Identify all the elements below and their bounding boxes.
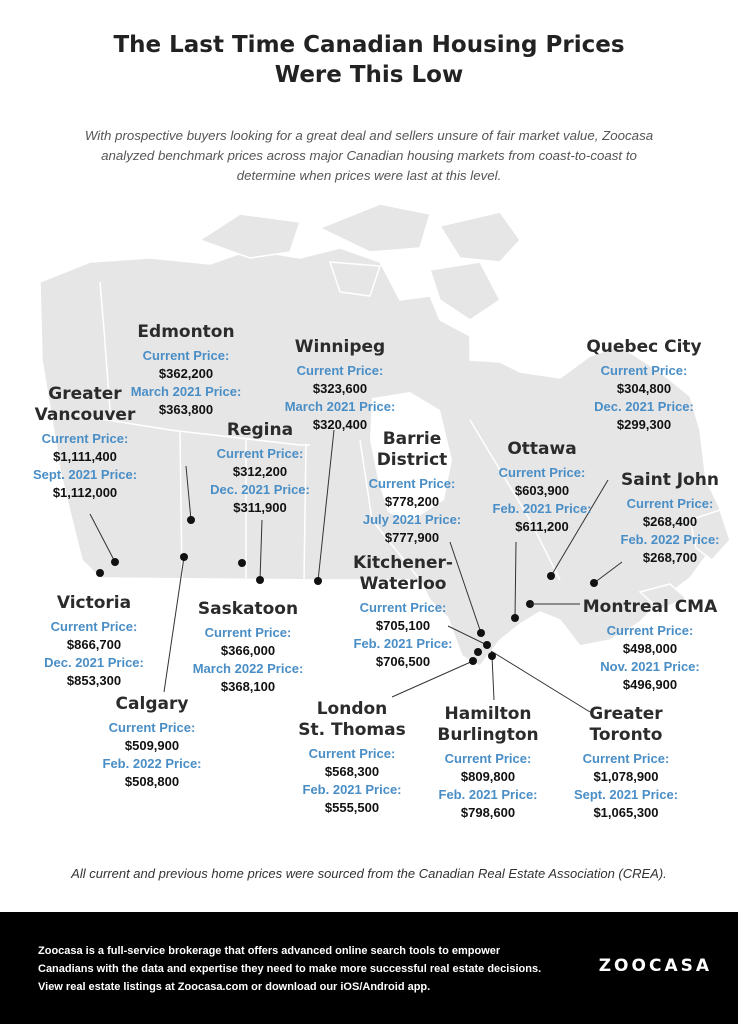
current-price-label: Current Price: bbox=[50, 619, 138, 634]
footer-line: Canadians with the data and expertise they need to make more successful real estate decisions. bbox=[38, 963, 542, 975]
city-name: Kitchener- bbox=[353, 553, 453, 573]
city-block-calgary bbox=[84, 694, 220, 791]
current-price-value: $498,000 bbox=[622, 641, 678, 656]
previous-price-value: $299,300 bbox=[616, 417, 672, 432]
city-name: Vancouver bbox=[34, 405, 136, 425]
arctic-island-shape bbox=[320, 204, 430, 252]
city-name: Quebec City bbox=[586, 337, 702, 357]
previous-price-value: $320,400 bbox=[312, 417, 368, 432]
current-price-label: Current Price: bbox=[600, 363, 688, 378]
city-block-victoria bbox=[26, 593, 162, 690]
quebec-city-dot bbox=[547, 572, 555, 580]
current-price-value: $778,200 bbox=[384, 494, 440, 509]
previous-price-value: $508,800 bbox=[124, 774, 180, 789]
previous-price-label: Dec. 2021 Price: bbox=[210, 482, 310, 497]
city-name: Hamilton bbox=[444, 704, 532, 724]
calgary-dot bbox=[180, 553, 188, 561]
current-price-value: $1,078,900 bbox=[593, 769, 659, 784]
city-block-greater-toronto bbox=[560, 704, 692, 822]
previous-price-label: Dec. 2021 Price: bbox=[44, 655, 144, 670]
intro-line: With prospective buyers looking for a great deal and sellers unsure of fair market value, Zoocasa bbox=[84, 128, 654, 143]
title-line: The Last Time Canadian Housing Prices bbox=[113, 32, 625, 58]
edmonton-dot bbox=[187, 516, 195, 524]
toronto-dot bbox=[483, 641, 491, 649]
city-block-hamilton-burlington bbox=[420, 704, 556, 822]
previous-price-label: Nov. 2021 Price: bbox=[600, 659, 700, 674]
previous-price-value: $311,900 bbox=[233, 500, 287, 515]
source-note: All current and previous home prices were sourced from the Canadian Real Estate Association (CREA). bbox=[71, 866, 667, 881]
current-price-value: $809,800 bbox=[460, 769, 516, 784]
previous-price-label: Sept. 2021 Price: bbox=[573, 787, 679, 802]
current-price-value: $1,111,400 bbox=[53, 449, 117, 464]
victoria-dot bbox=[96, 569, 104, 577]
city-name: Victoria bbox=[56, 593, 132, 613]
previous-price-value: $1,112,000 bbox=[52, 485, 118, 500]
vancouver-dot bbox=[111, 558, 119, 566]
city-name: District bbox=[376, 450, 448, 470]
previous-price-label: July 2021 Price: bbox=[362, 512, 462, 527]
current-price-value: $705,100 bbox=[375, 618, 431, 633]
title-line: Were This Low bbox=[274, 62, 464, 88]
previous-price-label: Feb. 2022 Price: bbox=[102, 756, 202, 771]
intro-line: determine when prices were last at this level. bbox=[236, 168, 502, 183]
city-name: Greater bbox=[589, 704, 663, 724]
current-price-value: $568,300 bbox=[324, 764, 380, 779]
saskatoon-dot bbox=[238, 559, 246, 567]
current-price-label: Current Price: bbox=[41, 431, 129, 446]
previous-price-value: $268,700 bbox=[642, 550, 698, 565]
previous-price-value: $853,300 bbox=[66, 673, 122, 688]
previous-price-value: $798,600 bbox=[460, 805, 516, 820]
city-block-saint-john bbox=[606, 470, 734, 567]
winnipeg-dot bbox=[314, 577, 322, 585]
current-price-label: Current Price: bbox=[582, 751, 670, 766]
previous-price-label: Feb. 2021 Price: bbox=[353, 636, 453, 651]
current-price-label: Current Price: bbox=[216, 446, 304, 461]
city-name: Montreal CMA bbox=[582, 597, 718, 617]
current-price-value: $323,600 bbox=[312, 381, 368, 396]
city-name: Edmonton bbox=[137, 322, 235, 342]
current-price-value: $268,400 bbox=[642, 514, 698, 529]
city-name: Saskatoon bbox=[197, 599, 299, 619]
city-name: Burlington bbox=[437, 725, 539, 745]
regina-dot bbox=[256, 576, 264, 584]
current-price-label: Current Price: bbox=[368, 476, 456, 491]
city-block-montreal-cma bbox=[578, 597, 722, 694]
city-block-regina bbox=[182, 420, 338, 517]
intro-line: analyzed benchmark prices across major Canadian housing markets from coast-to-coast to bbox=[101, 148, 637, 163]
intro-text bbox=[50, 126, 688, 186]
current-price-value: $312,200 bbox=[232, 464, 288, 479]
previous-price-value: $363,800 bbox=[158, 402, 214, 417]
footer-line: Zoocasa is a full-service brokerage that offers advanced online search tools to empower bbox=[38, 945, 501, 957]
previous-price-value: $706,500 bbox=[375, 654, 431, 669]
city-block-saskatoon bbox=[182, 599, 314, 696]
previous-price-label: Feb. 2021 Price: bbox=[438, 787, 538, 802]
city-name: Winnipeg bbox=[294, 337, 386, 357]
zoocasa-logo: ZOOCASA bbox=[598, 956, 712, 976]
arctic-island-shape bbox=[430, 262, 500, 320]
current-price-label: Current Price: bbox=[308, 746, 396, 761]
city-block-barrie-district bbox=[342, 429, 482, 547]
previous-price-value: $555,500 bbox=[324, 800, 380, 815]
footer-line: View real estate listings at Zoocasa.com or download our iOS/Android app. bbox=[38, 981, 431, 993]
current-price-value: $362,200 bbox=[158, 366, 214, 381]
current-price-label: Current Price: bbox=[296, 363, 384, 378]
previous-price-label: Feb. 2021 Price: bbox=[492, 501, 592, 516]
previous-price-value: $611,200 bbox=[515, 519, 569, 534]
city-name: St. Thomas bbox=[298, 720, 406, 740]
previous-price-label: Feb. 2022 Price: bbox=[620, 532, 720, 547]
city-name: Saint John bbox=[621, 470, 719, 490]
previous-price-label: March 2022 Price: bbox=[192, 661, 304, 676]
previous-price-value: $368,100 bbox=[220, 679, 276, 694]
current-price-value: $509,900 bbox=[124, 738, 180, 753]
city-block-greater-vancouver bbox=[10, 384, 160, 502]
barrie-dot bbox=[477, 629, 485, 637]
previous-price-label: Sept. 2021 Price: bbox=[32, 467, 138, 482]
city-name: Barrie bbox=[382, 429, 442, 449]
current-price-label: Current Price: bbox=[606, 623, 694, 638]
city-name: Calgary bbox=[115, 694, 189, 714]
footer-text bbox=[38, 942, 598, 996]
previous-price-value: $777,900 bbox=[384, 530, 440, 545]
city-block-kitchener-waterloo bbox=[330, 553, 476, 671]
current-price-label: Current Price: bbox=[142, 348, 230, 363]
city-name: Waterloo bbox=[359, 574, 447, 594]
city-name: Ottawa bbox=[507, 439, 577, 459]
city-name: London bbox=[316, 699, 388, 719]
city-block-london-st-thomas bbox=[286, 699, 418, 817]
arctic-island-shape bbox=[440, 212, 520, 262]
previous-price-value: $496,900 bbox=[622, 677, 678, 692]
saint-john-dot bbox=[590, 579, 598, 587]
previous-price-value: $1,065,300 bbox=[593, 805, 659, 820]
current-price-label: Current Price: bbox=[108, 720, 196, 735]
current-price-label: Current Price: bbox=[626, 496, 714, 511]
previous-price-label: Feb. 2021 Price: bbox=[302, 782, 402, 797]
current-price-value: $366,000 bbox=[220, 643, 276, 658]
city-name: Greater bbox=[48, 384, 122, 404]
page-title bbox=[0, 30, 738, 90]
ottawa-dot bbox=[511, 614, 519, 622]
arctic-island-shape bbox=[200, 214, 300, 258]
current-price-value: $866,700 bbox=[66, 637, 122, 652]
city-block-quebec-city bbox=[566, 337, 722, 434]
current-price-label: Current Price: bbox=[359, 600, 447, 615]
footer bbox=[0, 912, 738, 1024]
current-price-label: Current Price: bbox=[444, 751, 532, 766]
current-price-label: Current Price: bbox=[498, 465, 586, 480]
current-price-label: Current Price: bbox=[204, 625, 292, 640]
hamilton-dot bbox=[488, 652, 496, 660]
previous-price-label: March 2021 Price: bbox=[130, 384, 242, 399]
current-price-value: $603,900 bbox=[514, 483, 570, 498]
city-name: Regina bbox=[226, 420, 294, 440]
city-name: Toronto bbox=[589, 725, 663, 745]
previous-price-label: Dec. 2021 Price: bbox=[594, 399, 694, 414]
current-price-value: $304,800 bbox=[616, 381, 672, 396]
city-block-ottawa bbox=[474, 439, 610, 536]
previous-price-label: March 2021 Price: bbox=[284, 399, 396, 414]
